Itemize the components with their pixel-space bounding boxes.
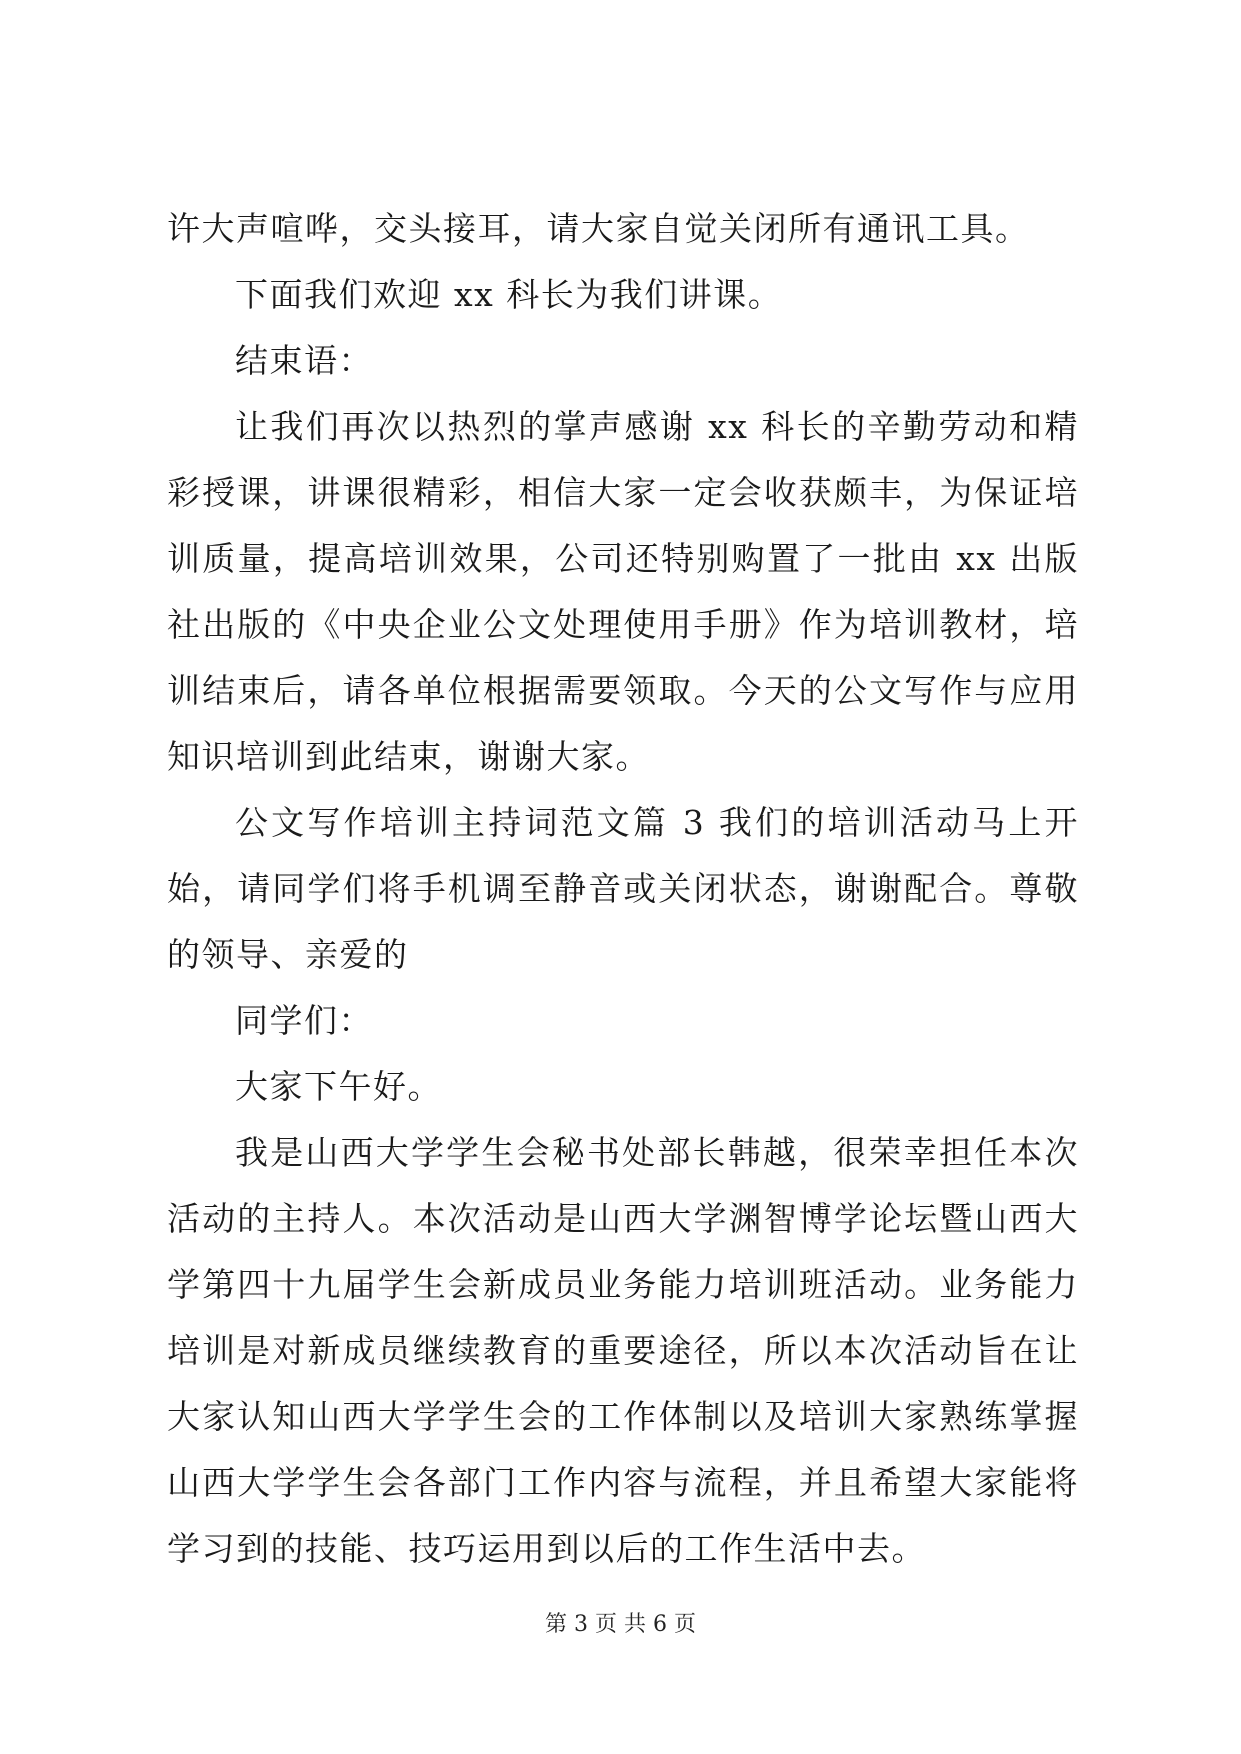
paragraph-2: 下面我们欢迎 xx 科长为我们讲课。 [235,275,783,314]
paragraph-6: 同学们： [235,1001,373,1040]
document-body [167,196,1079,1582]
paragraph-7: 大家下午好。 [235,1067,442,1106]
paragraph-4: 让我们再次以热烈的掌声感谢 xx 科长的辛勤劳动和精彩授课，讲课很精彩，相信大家一定会收获颇丰，为保证培训质量，提高培训效果，公司还特别购置了一批由 xx 出版社出版的《中央企业公文处理使用手册》作为培训教材，培训结束后，请各单位根据需要领取。今天的公文写作与应用知识培训到此结束，谢谢大家。 [167,407,1079,776]
paragraph-3: 结束语： [235,341,373,380]
paragraph-8: 我是山西大学学生会秘书处部长韩越，很荣幸担任本次活动的主持人。本次活动是山西大学渊智博学论坛暨山西大学第四十九届学生会新成员业务能力培训班活动。业务能力培训是对新成员继续教育的重要途径，所以本次活动旨在让大家认知山西大学学生会的工作体制以及培训大家熟练掌握山西大学学生会各部门工作内容与流程，并且希望大家能将学习到的技能、技巧运用到以后的工作生活中去。 [167,1133,1079,1568]
paragraph-1: 许大声喧哗，交头接耳，请大家自觉关闭所有通讯工具。 [167,209,1030,248]
paragraph-5: 公文写作培训主持词范文篇 3 我们的培训活动马上开始，请同学们将手机调至静音或关闭状态，谢谢配合。尊敬的领导、亲爱的 [167,803,1079,974]
page-footer: 第 3 页 共 6 页 [545,1612,696,1637]
